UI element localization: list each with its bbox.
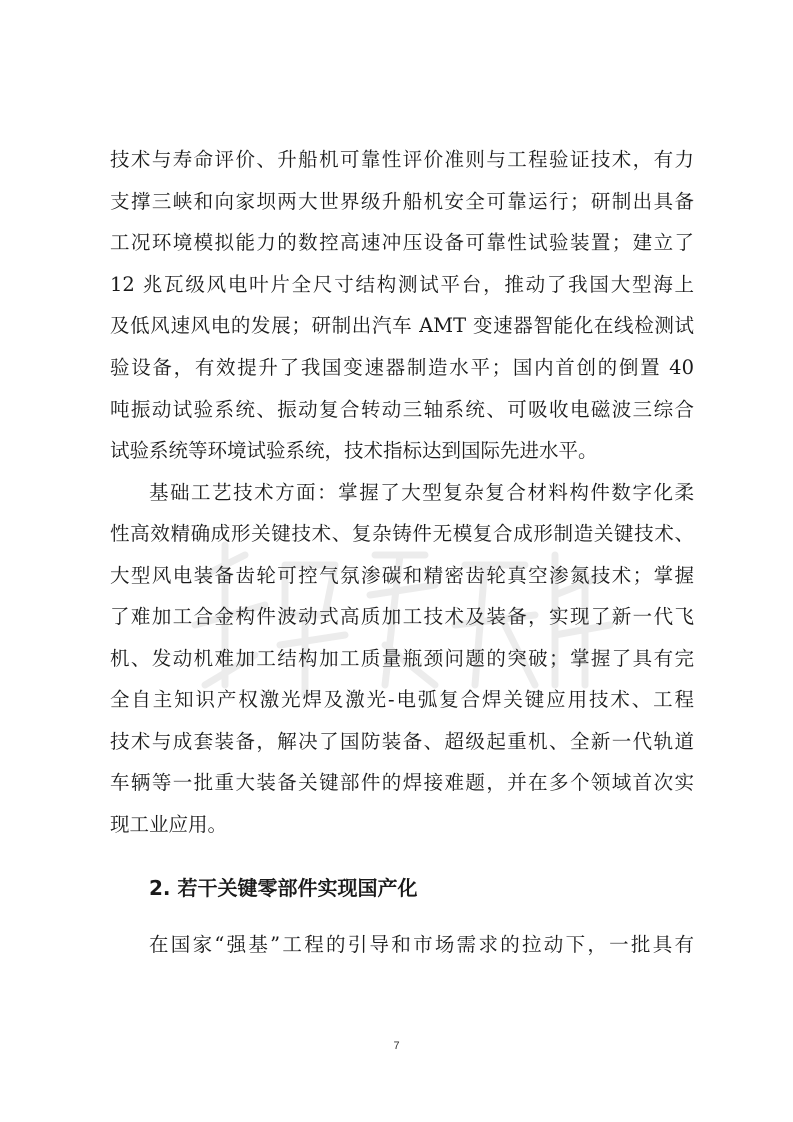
text-line [0, 478, 793, 508]
text-line [0, 561, 793, 591]
text-line-content: 试验系统等环境试验系统，技术指标达到国际先进水平。 [110, 439, 598, 462]
text-line-content: 性高效精确成形关键技术、复杂铸件无模复合成形制造关键技术、 [110, 522, 694, 545]
text-line [0, 228, 793, 258]
text-line [0, 145, 793, 175]
text-line-content: 12 兆瓦级风电叶片全尺寸结构测试平台，推动了我国大型海上 [110, 273, 694, 296]
text-line-content: 车辆等一批重大装备关键部件的焊接难题，并在多个领域首次实 [110, 771, 694, 794]
text-line-content: 技术与寿命评价、升船机可靠性评价准则与工程验证技术，有力 [110, 148, 694, 171]
text-line [0, 810, 793, 840]
text-line [0, 436, 793, 466]
text-line [0, 187, 793, 217]
text-line-content: 及低风速风电的发展；研制出汽车 AMT 变速器智能化在线检测试 [110, 314, 694, 337]
text-line [0, 685, 793, 715]
text-line [0, 311, 793, 341]
text-line-content: 机、发动机难加工结构加工质量瓶颈问题的突破；掌握了具有完 [110, 647, 694, 670]
text-line [0, 602, 793, 632]
text-line-content: 全自主知识产权激光焊及激光-电弧复合焊关键应用技术、工程 [110, 688, 694, 711]
page-number: 7 [393, 1040, 400, 1052]
section-heading: 2. 若干关键零部件实现国产化 [149, 876, 418, 900]
text-line [0, 644, 793, 674]
text-line [0, 930, 793, 960]
text-line [0, 727, 793, 757]
text-line [0, 270, 793, 300]
paragraph-first-line: 基础工艺技术方面：掌握了大型复杂复合材料构件数字化柔 [149, 481, 694, 504]
text-line-content: 工况环境模拟能力的数控高速冲压设备可靠性试验装置；建立了 [110, 231, 694, 254]
text-line-content: 大型风电装备齿轮可控气氛渗碳和精密齿轮真空渗氮技术；掌握 [110, 564, 694, 587]
paragraph-first-line: 在国家“强基”工程的引导和市场需求的拉动下，一批具有 [149, 933, 694, 956]
text-line-content: 吨振动试验系统、振动复合转动三轴系统、可吸收电磁波三综合 [110, 398, 694, 421]
text-line [0, 353, 793, 383]
text-line [0, 395, 793, 425]
text-line [0, 768, 793, 798]
text-line-content: 验设备，有效提升了我国变速器制造水平；国内首创的倒置 40 [110, 356, 694, 379]
text-line-content: 技术与成套装备，解决了国防装备、超级起重机、全新一代轨道 [110, 730, 694, 753]
text-line-content: 支撑三峡和向家坝两大世界级升船机安全可靠运行；研制出具备 [110, 190, 694, 213]
text-line-content: 了难加工合金构件波动式高质加工技术及装备，实现了新一代飞 [110, 605, 694, 628]
text-line-content: 现工业应用。 [110, 813, 228, 836]
text-line [0, 519, 793, 549]
